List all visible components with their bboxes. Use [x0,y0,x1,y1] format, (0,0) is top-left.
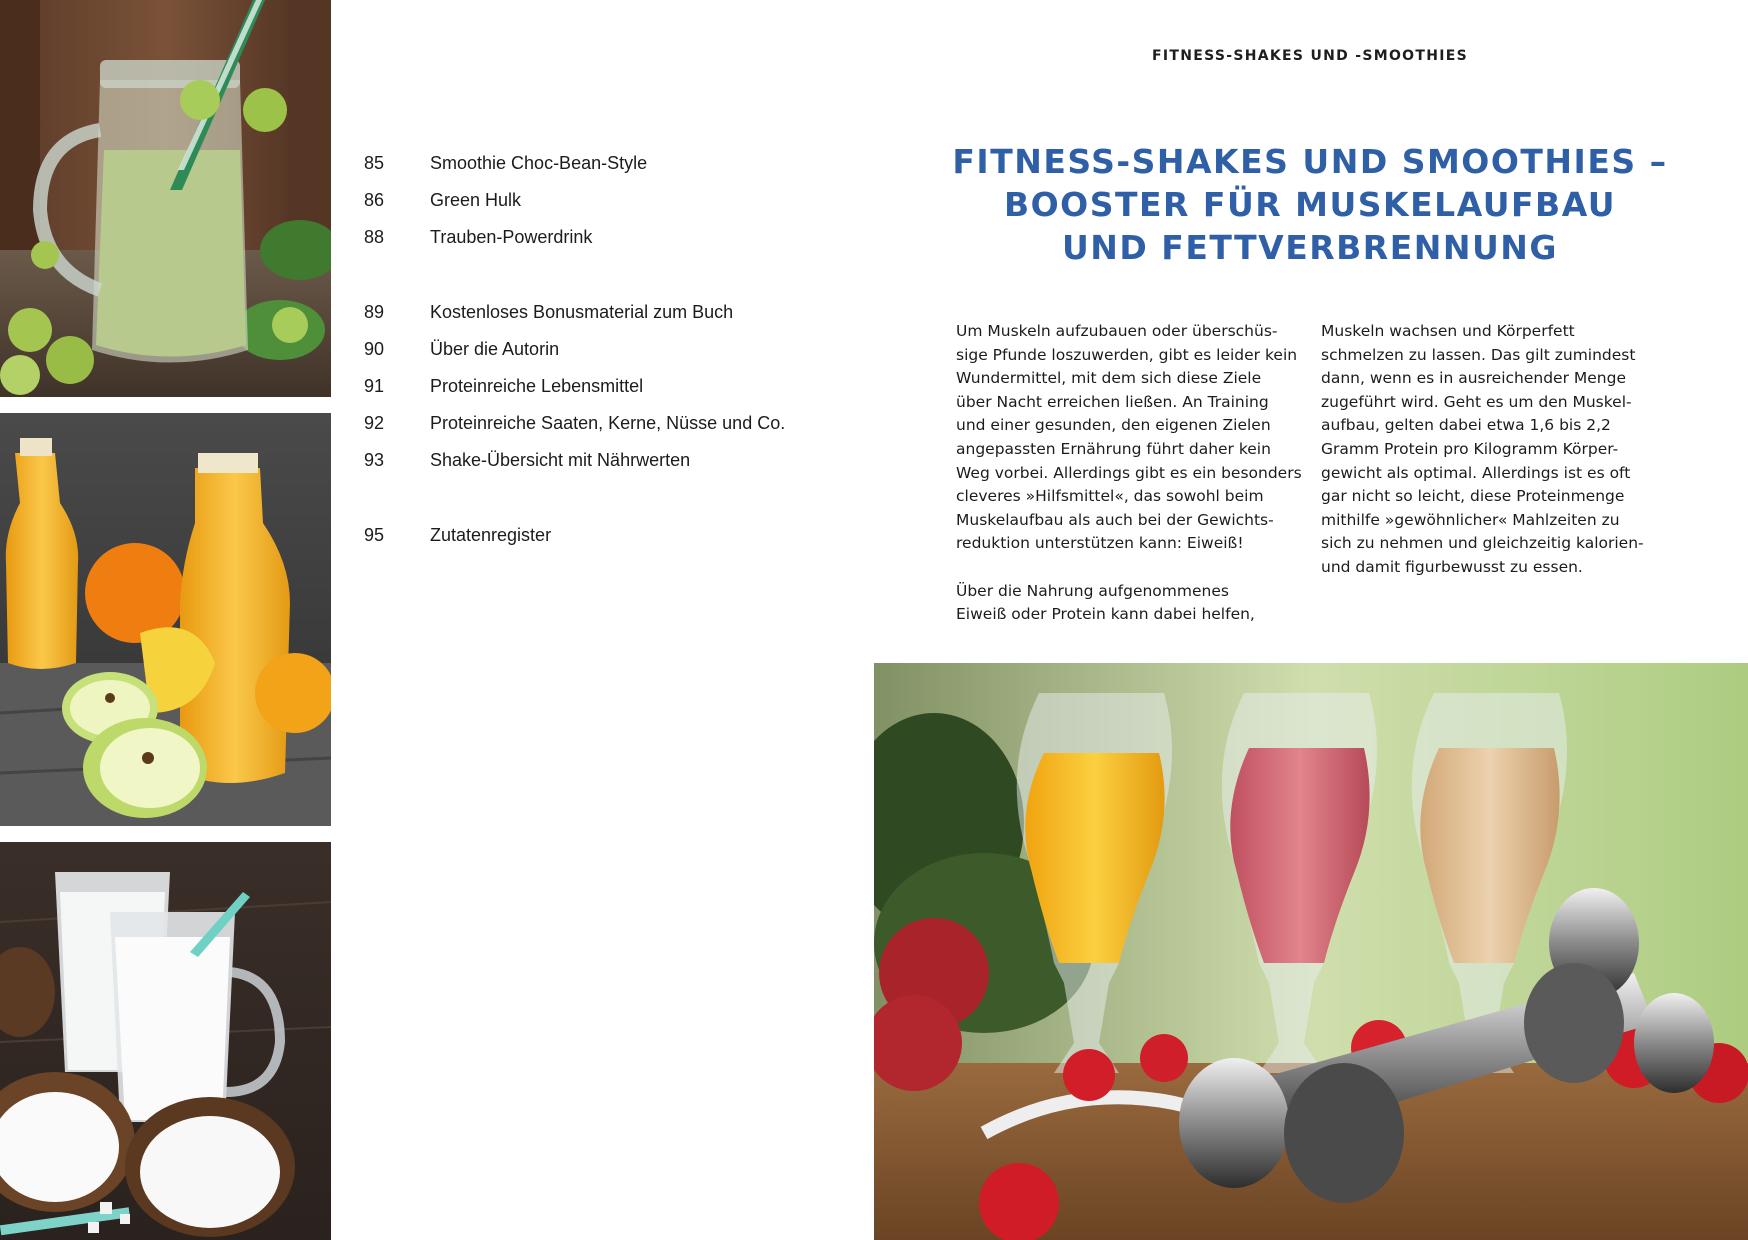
toc-title: Zutatenregister [430,525,552,545]
text-line: Wundermittel, mit dem sich diese Ziele [956,369,1262,388]
text-line: dann, wenn es in ausreichender Menge [1321,369,1626,388]
text-line: cleveres »Hilfsmittel«, das sowohl beim [956,487,1264,506]
body-text-column-left [956,320,1302,627]
text-line: Muskeln wachsen und Körperfett [1321,322,1575,340]
photo-coconut-milk-glasses [0,842,331,1240]
toc-entry [364,297,844,327]
toc-page-number: 91 [364,376,385,396]
text-line: aufbau, gelten dabei etwa 1,6 bis 2,2 [1321,416,1611,435]
toc-entry [364,222,844,252]
text-line: reduktion unterstützen kann: Eiweiß! [956,534,1244,553]
toc-entry [364,185,844,215]
toc-page-number: 85 [364,153,385,173]
text-line: sige Pfunde loszuwerden, gibt es leider kein [956,345,1298,364]
toc-entry [364,445,844,475]
toc-page-number: 89 [364,302,385,322]
photo-shakes-with-dumbbells [874,663,1748,1240]
toc-title: Proteinreiche Lebensmittel [430,376,644,396]
headline-line: BOOSTER FÜR MUSKELAUFBAU [1003,185,1617,224]
toc-title: Smoothie Choc-Bean-Style [430,153,648,173]
text-line: gar nicht so leicht, diese Proteinmenge [1321,487,1625,506]
toc-page-number: 95 [364,525,385,545]
text-line: zugeführt wird. Geht es um den Muskel- [1321,392,1632,411]
toc-title: Kostenloses Bonusmaterial zum Buch [430,302,734,322]
chapter-headline [930,140,1690,269]
toc-entry [364,148,844,178]
running-head: FITNESS-SHAKES UND -SMOOTHIES [1152,48,1468,64]
photo-green-smoothie-jar [0,0,331,397]
text-line: Über die Nahrung aufgenommenes [956,581,1229,600]
text-line: schmelzen zu lassen. Das gilt zumindest [1321,345,1636,364]
toc-title: Proteinreiche Saaten, Kerne, Nüsse und Co. [430,413,786,433]
toc-page-number: 90 [364,339,385,359]
toc-title: Shake-Übersicht mit Nährwerten [430,450,691,470]
text-line: Muskelaufbau als auch bei der Gewichts- [956,510,1274,529]
text-line: mithilfe »gewöhnlicher« Mahlzeiten zu [1321,510,1620,529]
toc-entry [364,371,844,401]
toc-title: Über die Autorin [430,339,560,359]
toc-entry [364,520,844,550]
toc-title: Trauben-Powerdrink [430,227,593,247]
text-line: angepassten Ernährung führt daher kein [956,439,1271,458]
text-line: Um Muskeln aufzubauen oder überschüs- [956,322,1278,340]
headline-line: FITNESS-SHAKES UND SMOOTHIES – [952,142,1668,181]
text-line: sich zu nehmen und gleichzeitig kalorien- [1321,534,1644,553]
text-line: Eiweiß oder Protein kann dabei helfen, [956,605,1255,624]
text-line: und einer gesunden, den eigenen Zielen [956,416,1271,435]
toc-entry [364,408,844,438]
text-line: gewicht als optimal. Allerdings ist es oft [1321,463,1631,482]
toc-title: Green Hulk [430,190,522,210]
paragraph-gap [956,556,1256,580]
text-line: und damit figurbewusst zu essen. [1321,557,1583,576]
toc-page-number: 92 [364,413,385,433]
toc-page-number: 86 [364,190,385,210]
photo-orange-juice-bottles [0,413,331,826]
toc-entry [364,334,844,364]
text-line: Gramm Protein pro Kilogramm Körper- [1321,439,1619,458]
headline-line: UND FETTVERBRENNUNG [1062,228,1558,267]
text-line: Weg vorbei. Allerdings gibt es ein besonders [956,463,1302,482]
toc-page-number: 88 [364,227,385,247]
toc-page-number: 93 [364,450,385,470]
body-text-column-right [1321,320,1644,580]
text-line: über Nacht erreichen ließen. An Training [956,392,1269,411]
